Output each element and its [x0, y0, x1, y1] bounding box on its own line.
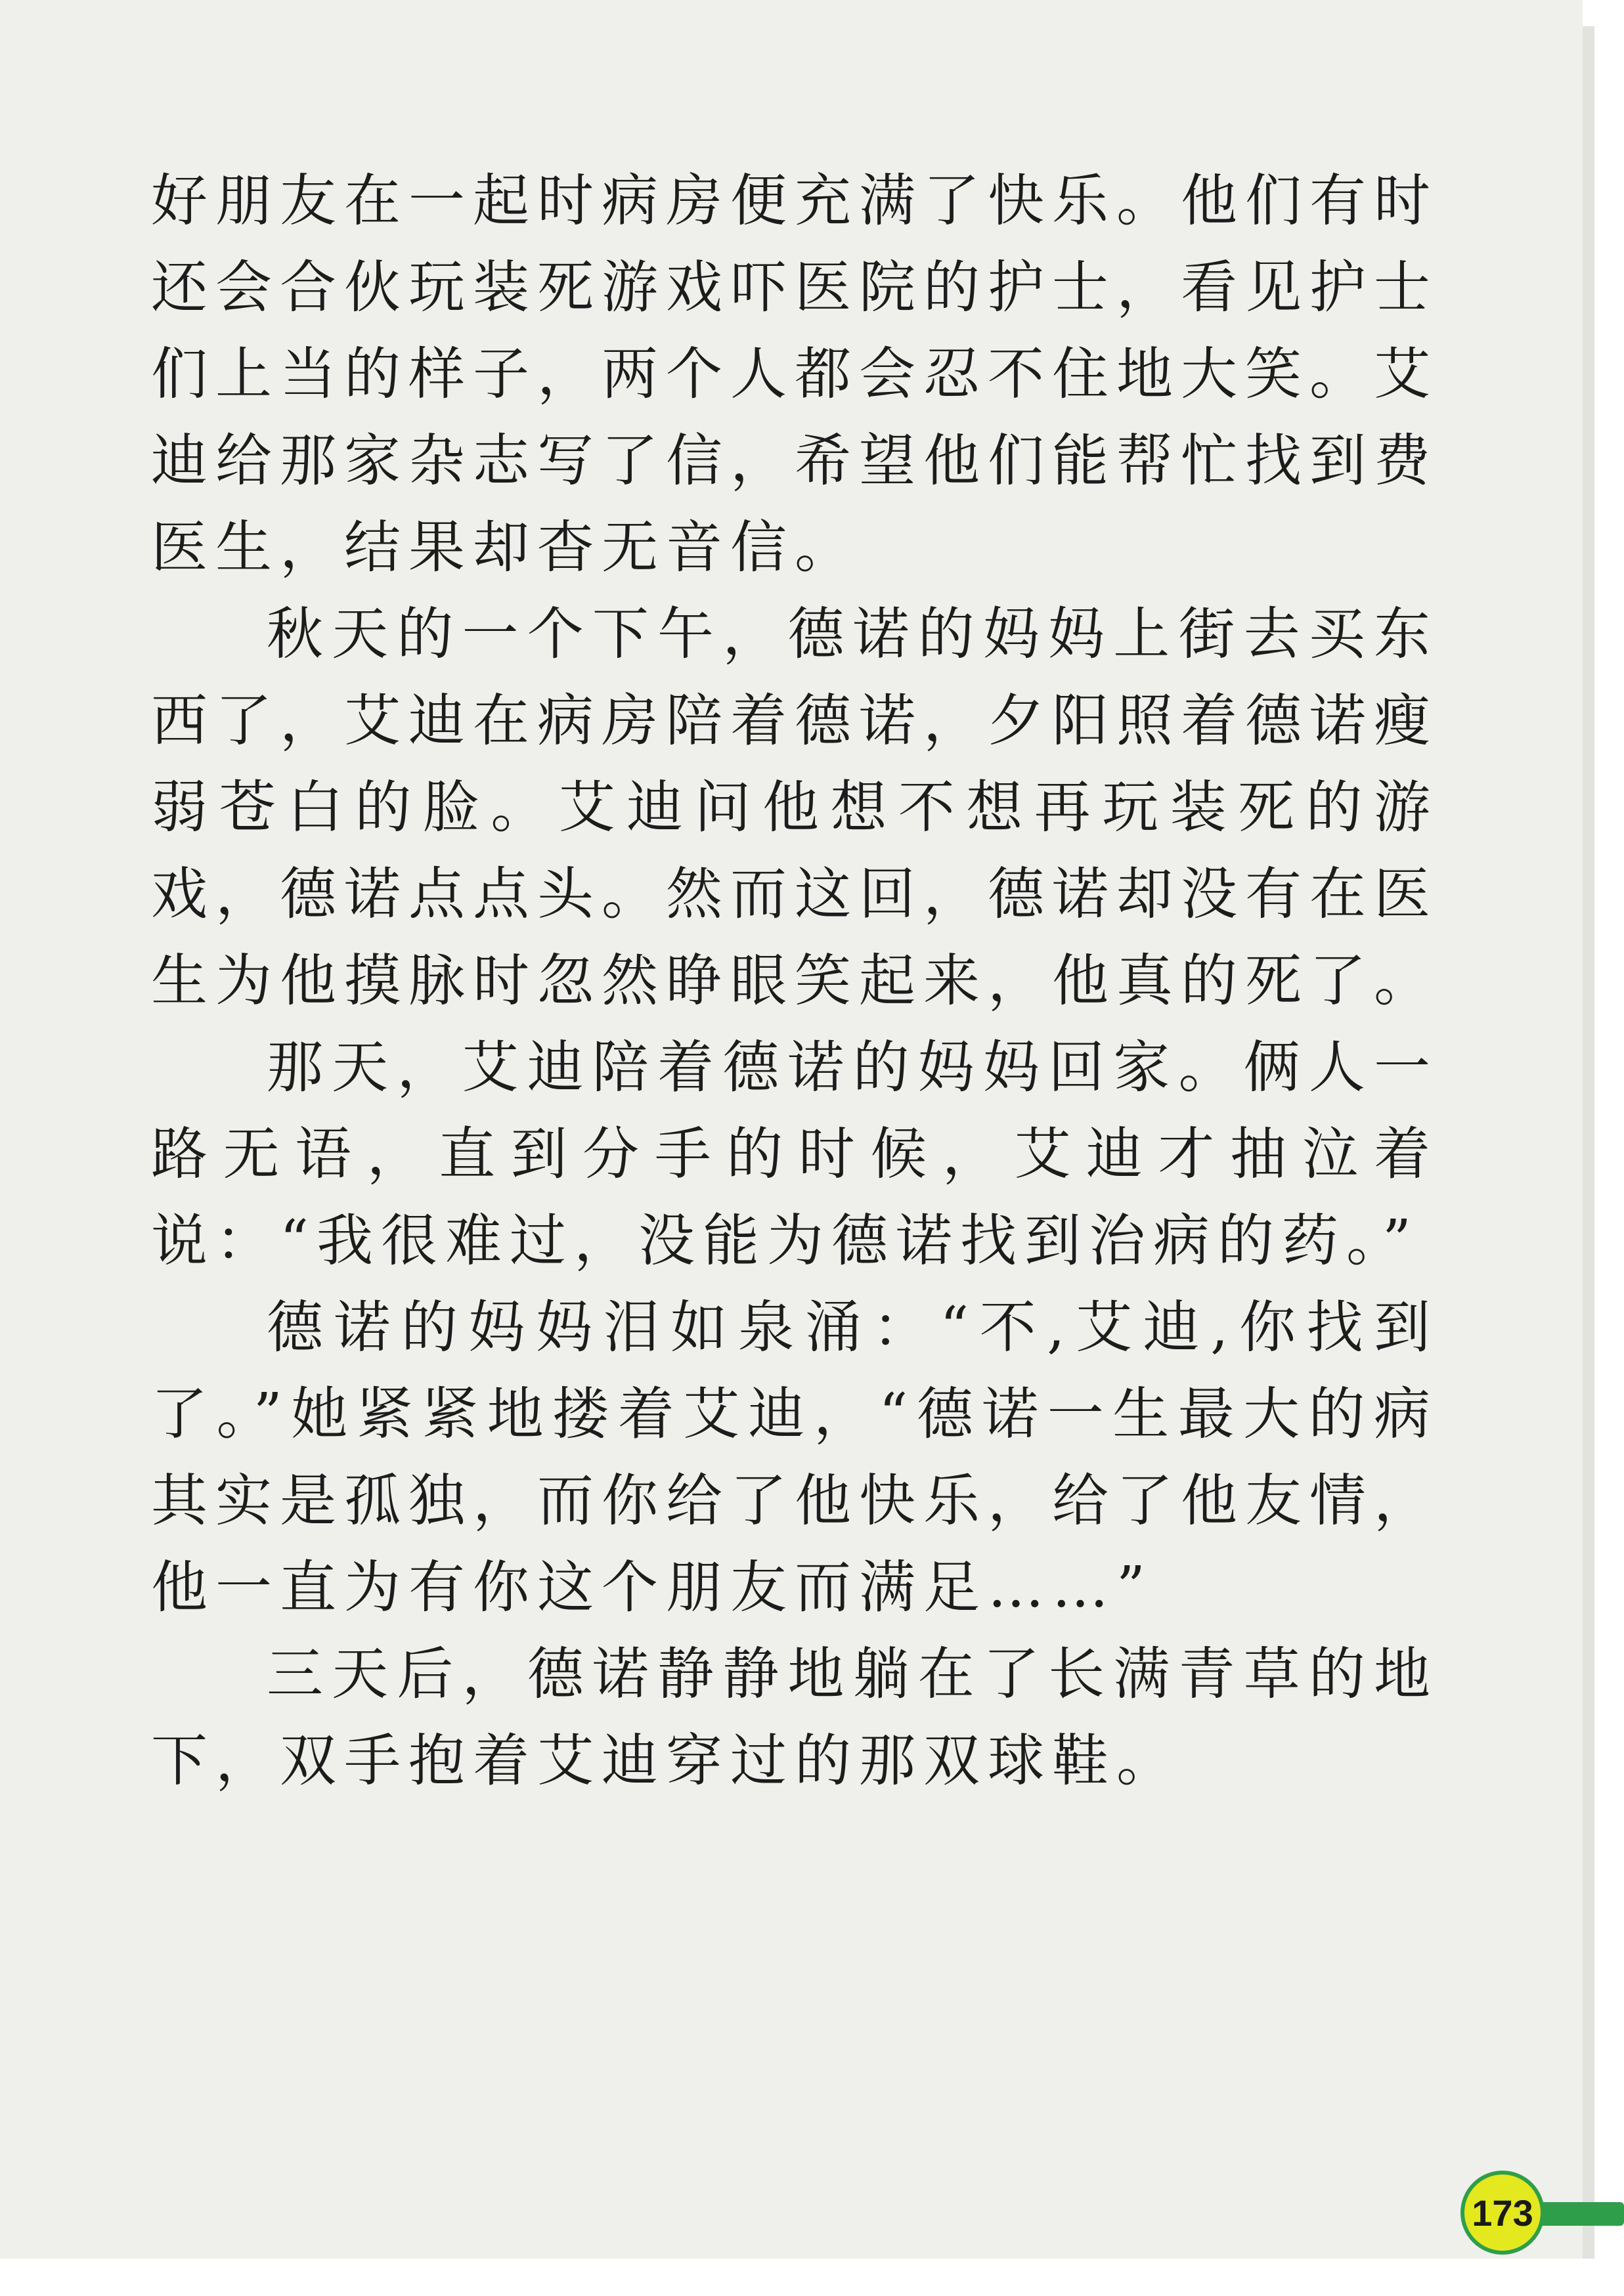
page-tab-decoration	[1535, 2202, 1624, 2226]
paragraph-continuation: 好朋友在一起时病房便充满了快乐。他们有时还会合伙玩装死游戏吓医院的护士，看见护士们上当的样子，两个人都会忍不住地大笑。艾迪给那家杂志写了信，希望他们能帮忙找到费医生，结果却杳无音信。	[151, 168, 1438, 580]
page-edge	[1583, 26, 1594, 2259]
body-text	[151, 158, 1438, 1804]
paragraph: 秋天的一个下午，德诺的妈妈上街去买东西了，艾迪在病房陪着德诺，夕阳照着德诺瘦弱苍白的脸。艾迪问他想不想再玩装死的游戏，德诺点点头。然而这回，德诺却没有在医生为他摸脉时忽然睁眼笑起来，他真的死了。	[151, 601, 1438, 1014]
paragraph: 三天后，德诺静静地躺在了长满青草的地下，双手抱着艾迪穿过的那双球鞋。	[151, 1641, 1438, 1794]
paragraph: 那天，艾迪陪着德诺的妈妈回家。俩人一路无语，直到分手的时候，艾迪才抽泣着说：“我很难过，没能为德诺找到治病的药。”	[151, 1035, 1438, 1274]
page-number: 173	[1460, 2171, 1545, 2255]
paragraph: 德诺的妈妈泪如泉涌：“不,艾迪,你找到了。”她紧紧地搂着艾迪，“德诺一生最大的病其实是孤独，而你给了他快乐，给了他友情，他一直为有你这个朋友而满足……”	[151, 1295, 1438, 1620]
